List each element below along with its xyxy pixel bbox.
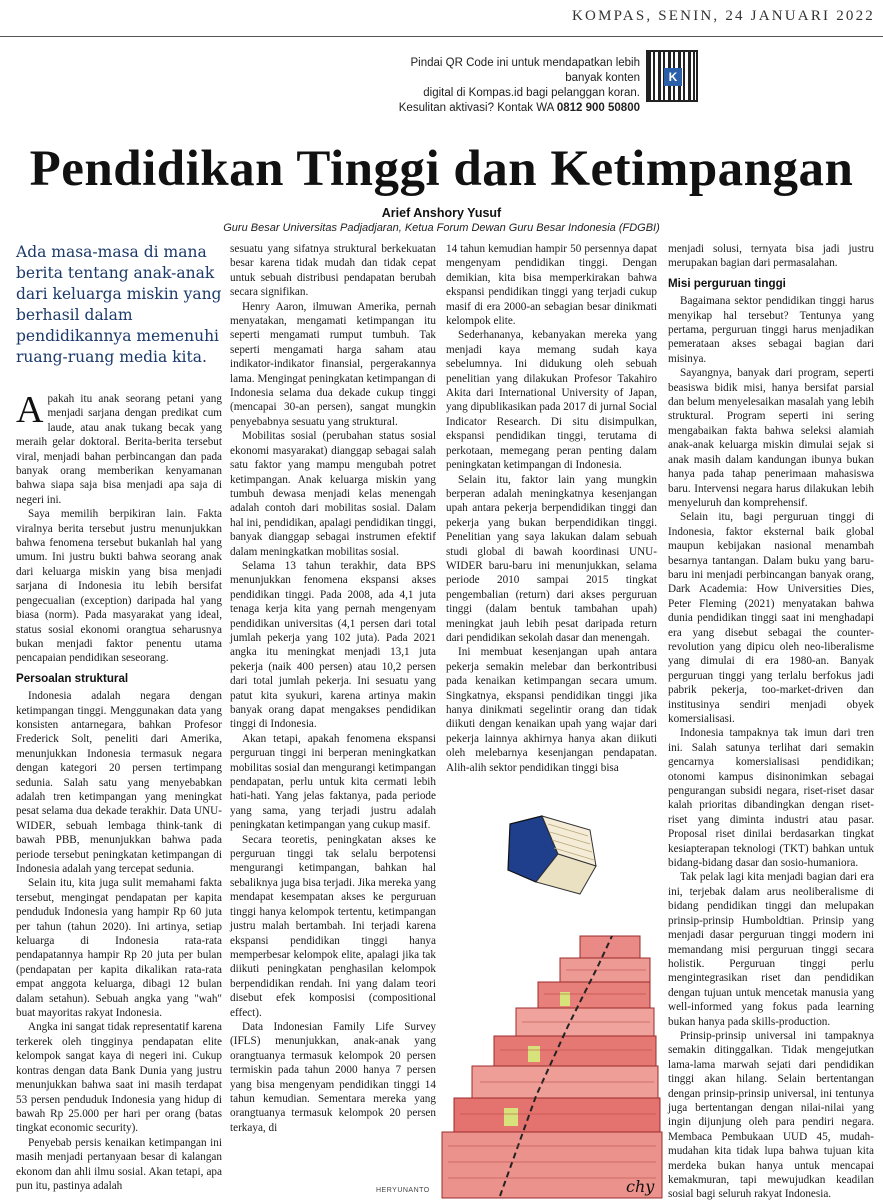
article-lead: Ada masa-masa di mana berita tentang anak-anak dari keluarga miskin yang berhasil dalam pendidikannya memenuhi ruang-ruang media kita. bbox=[16, 243, 222, 366]
article-headline: Pendidikan Tinggi dan Ketimpangan bbox=[29, 141, 854, 197]
masthead bbox=[0, 0, 883, 36]
paragraph: Saya memilih berpikiran lain. Fakta viralnya berita tersebut justru menunjukkan bahwa fenomena tersebut bukanlah hal yang umum. Ini justru bukti bahwa seorang anak dari keluarga miskin yang bisa menjadi sarjana di Indonesia itu lebih bersifat pengecualian (exception) daripada hal yang biasa (norm). Pada masyarakat yang ideal, status sosial ekonomi orangtua seharusnya bukan menjadi faktor penentu utama pencapaian pendidikan seseorang. bbox=[16, 508, 222, 665]
author-title: Guru Besar Universitas Padjadjaran, Ketua Forum Dewan Guru Besar Indonesia (FDGBI) bbox=[223, 222, 660, 234]
qr-line-3: Kesulitan aktivasi? Kontak WA 0812 900 50800 bbox=[398, 102, 640, 114]
paragraph: Prinsip-prinsip universal ini tampaknya semakin ditinggalkan. Tidak mengejutkan lama-lama marwah sejati dari pendidikan tinggi akan hilang. Selain bertentangan dengan prinsip-prinsip universal, ini tentunya juga bertentangan dengan nilai-nilai yang ingin dijunjung oleh para pendiri negara. Membaca Pembukaan UUD 45, mudah-mudahan kita tidak lupa bahwa tujuan kita merdeka bukan hanya untuk mencapai kemakmuran, tapi mewujudkan keadilan sosial bagi seluruh rakyat Indonesia. bbox=[668, 1029, 874, 1200]
paragraph: menjadi solusi, ternyata bisa jadi justru merupakan bagian dari permasalahan. bbox=[668, 243, 874, 270]
article-column-2 bbox=[230, 242, 436, 1135]
whatsapp-number: 0812 900 50800 bbox=[556, 102, 640, 114]
publication-dateline: KOMPAS, SENIN, 24 JANUARI 2022 bbox=[572, 8, 875, 24]
paragraph: Selain itu, bagi perguruan tinggi di Indonesia, faktor eksternal baik global maupun kebijakan nasional menambah besarnya tantangan. Dalam buku yang baru-baru ini menjadi perbincangan banyak orang, Dark Academia: How Universities Dies, Peter Fleming (2021) menyatakan bahwa dunia pendidikan tinggi saat ini menghadapi era yang disebut sebagai the counter-revolution yang dipicu oleh neo-liberalisme yang dimulai di era 1980-an. Banyak perguruan tinggi yang terlalu berfokus jadi pabrik pekerja, too-market-driven dan institusinya sendiri menjadi obyek komersialisasi. bbox=[668, 511, 874, 725]
paragraph: Selain itu, faktor lain yang mungkin berperan adalah meningkatnya kesenjangan upah antara pekerja berpendidikan tinggi dan pekerja yang bukan berpendidikan tinggi. Penelitian yang saya lakukan dalam sebuah studi global di bawah koordinasi UNU-WIDER baru-baru ini menunjukkan, selama periode 2010 sampai 2015 tingkat pengembalian (return) dari akses perguruan tinggi (dalam bentuk tambahan upah) meningkat jauh lebih pesat daripada return dari pendidikan sekolah dasar dan menengah. bbox=[446, 473, 657, 644]
book-icon bbox=[508, 816, 596, 894]
banknote-stack-icon bbox=[442, 936, 662, 1198]
paragraph: Mobilitas sosial (perubahan status sosial ekonomi masyarakat) dianggap sebagai salah satu faktor yang mampu mengubah potret ketimpangan. Anak keluarga miskin yang tumbuh dewasa menjadi kelas menengah adalah contoh dari mobilitas sosial. Dalam hal ini, pendidikan, apalagi pendidikan tinggi, banyak dianggap sebagai instrumen efektif dalam meningkatkan mobilitas sosial. bbox=[230, 430, 436, 558]
qr-line-1: Pindai QR Code ini untuk mendapatkan lebih banyak konten bbox=[410, 57, 640, 84]
paragraph: Angka ini sangat tidak representatif karena terkerek oleh tingginya pendapatan elite kelompok sangat kaya di negeri ini. Cukup kontras dengan data Bank Dunia yang justru menunjukkan bahwa saat ini masih terdapat 53 persen penduduk Indonesia yang hidup di bawah Rp 25.000 per hari per orang (batas tingkat economic security). bbox=[16, 1021, 222, 1135]
article-column-4 bbox=[668, 242, 874, 1200]
illustrator-signature: chy bbox=[626, 1177, 655, 1196]
author-name: Arief Anshory Yusuf bbox=[381, 206, 502, 220]
paragraph: Sederhananya, kebanyakan mereka yang menjadi kaya memang sudah kaya sebelumnya. Ini didukung oleh sebuah penelitian yang dilakukan Profesor Takahiro Akita dari International University of Japan, yang dipublikasikan pada 2017 di jurnal Social Indicator Research. Di situ disimpulkan, ekspansi pendidikan tinggi, terutama di perkotaan, memegang peran penting dalam peningkatan ketimpangan di Indonesia. bbox=[446, 329, 657, 472]
paragraph: Bagaimana sektor pendidikan tinggi harus menyikap hal tersebut? Tentunya yang pertama, perguruan tinggi harus menjadikan pemerataan akses sebagai bagian dari misinya. bbox=[668, 295, 874, 365]
paragraph: Penyebab persis kenaikan ketimpangan ini masih menjadi pertanyaan besar di kalangan ekonom dan ahli ilmu sosial. Akan tetapi, apa pun itu, pastinya adalah bbox=[16, 1136, 222, 1192]
paragraph: Sayangnya, banyak dari program, seperti beasiswa bidik misi, hanya bersifat parsial dan belum menyelesaikan masalah yang lebih struktural. Program seperti ini sering mengabaikan fakta bahwa seleksi alamiah anak-anak keluarga miskin dimulai sejak si anak masih dalam kandungan ibunya bukan hanya pada tahap penerimaan mahasiswa baru. Intervensi negara harus dilakukan lebih menyeluruh dan komprehensif. bbox=[668, 367, 874, 509]
qr-line-2: digital di Kompas.id bagi pelanggan koran. bbox=[423, 87, 640, 99]
paragraph: Indonesia adalah negara dengan ketimpangan tinggi. Menggunakan data yang konsisten antarnegara, bahkan Profesor Frederick Solt, peneliti dari Amerika, menunjukkan Indonesia termasuk negara dengan kategori 20 persen tertimpang sedunia. Salah satu yang menyebabkan adalah tren ketimpangan yang meningkat pesat selama dua dekade terakhir. Data UNU-WIDER, sebuah lembaga think-tank di bawah PBB, menunjukkan bahwa pada periode tersebut peningkatan ketimpangan di Indonesia adalah yang tercepat sedunia. bbox=[16, 690, 222, 875]
paragraph: Tak pelak lagi kita menjadi bagian dari era ini, terjebak dalam arus neoliberalisme di bidang pendidikan tinggi dan melupakan prinsip-prinsip Humboldtian. Prinsip yang menjadi dasar perguruan tinggi modern ini memandang misi perguruan tinggi secara holistik. Perguruan tinggi perlu mengintegrasikan riset dan pendidikan dengan tujuan untuk mencetak manusia yang well-informed yang fokus pada learning bukan hanya pada skills-production. bbox=[668, 871, 874, 1028]
qr-code[interactable] bbox=[646, 50, 698, 102]
paragraph: Henry Aaron, ilmuwan Amerika, pernah menyatakan, mengamati ketimpangan itu seperti mengamati rumput tumbuh. Tak seperti mengamati harga saham atau indikator-indikator finansial, pergerakannya lama. Mengingat peningkatan ketimpangan di Indonesia selama dua dekade cukup tinggi (mencapai 30-an persen), sangat mungkin penyebabnya sesuatu yang struktural. bbox=[230, 300, 436, 428]
paragraph: 14 tahun kemudian hampir 50 persennya dapat mengenyam pendidikan tinggi. Dengan demikian, kita bisa memperkirakan bahwa ekspansi pendidikan tinggi yang terjadi cukup masif di era 2000-an sebagian besar dinikmati kelompok elite. bbox=[446, 243, 657, 328]
paragraph: Akan tetapi, apakah fenomena ekspansi perguruan tinggi ini berperan meningkatkan mobilitas sosial dan mengurangi ketimpangan pendapatan, perlu untuk kita cermati lebih hati-hati. Yang jelas faktanya, pada periode yang sama, yang terjadi justru adalah peningkatan ketimpangan yang cukup masif. bbox=[230, 732, 436, 832]
money-stack-book-illustration bbox=[440, 796, 664, 1200]
paragraph: Secara teoretis, peningkatan akses ke perguruan tinggi tak selalu berpotensi mengurangi ketimpangan, bahkan hal sebaliknya juga bisa terjadi. Jika mereka yang mendapat kesempatan akses ke perguruan tinggi hanya kelompok tertentu, ketimpangan justru malah bertambah. Ini terjadi karena ekspansi pendidikan tinggi hanya memperbesar kelompok elite, apalagi jika tak diikuti peningkatan penghasilan kelompok berpendidikan rendah. Ini yang dalam teori disebut efek komposisi (compositional effect). bbox=[230, 833, 436, 1019]
paragraph: sesuatu yang sifatnya struktural berkekuatan besar karena tidak mudah dan tidak cepat untuk sebuah distribusi pendapatan berubah secara signifikan. bbox=[230, 243, 436, 299]
article-column-3 bbox=[446, 242, 657, 775]
section-heading: Misi perguruan tinggi bbox=[668, 276, 786, 290]
paragraph: Data Indonesian Family Life Survey (IFLS) menunjukkan, anak-anak yang orangtuanya termasuk kelompok 20 persen termiskin pada tahun 2000 hanya 7 persen yang bisa mengenyam pendidikan tinggi 14 tahun kemudian. Sementara mereka yang orangtuanya termasuk kelompok 20 persen terkaya, di bbox=[230, 1020, 436, 1134]
drop-cap: A bbox=[16, 389, 44, 431]
illustration-credit: HERYUNANTO bbox=[376, 1187, 430, 1194]
paragraph: Selama 13 tahun terakhir, data BPS menunjukkan fenomena ekspansi akses pendidikan tinggi. Pada 2008, ada 4,1 juta tenaga kerja kita yang pernah mengenyam pendidikan universitas (4,1 persen dari total jumlah pekerja yang 102 juta). Pada 2021 angka itu meningkat menjadi 13,1 juta pekerja (naik 400 persen) atau 10,2 persen dari total jumlah pekerja. Ini sesuatu yang patut kita syukuri, karena artinya makin banyak orang dapat mengakses pendidikan tinggi di Indonesia. bbox=[230, 559, 436, 731]
kompas-logo-icon: K bbox=[664, 68, 682, 86]
section-heading: Persoalan struktural bbox=[16, 671, 129, 685]
qr-instructions bbox=[372, 56, 640, 116]
paragraph: Indonesia tampaknya tak imun dari tren ini. Salah satunya terlihat dari semakin gencarnya komersialisasi pendidikan; otonomi kampus disinonimkan sebagai pengurangan subsidi negara, riset-riset dasar kalah prioritas dibandingkan dengan riset-riset yang diminta industri atau pasar. Proposal riset dinilai berdasarkan tingkat kesiapterapan teknologi (TKT) bahkan untuk bidang-bidang dasar dan sosio-humaniora. bbox=[668, 727, 874, 870]
masthead-rule bbox=[0, 36, 883, 37]
paragraph: Ini membuat kesenjangan upah antara pekerja semakin melebar dan berkontribusi pada kenaikan ketimpangan secara umum. Singkatnya, ekspansi pendidikan tinggi jika hanya dinikmati segelintir orang dan tidak diikuti dengan kenaikan upah yang wajar dari pekerja lainnya akhirnya hanya akan diikuti oleh melebarnya kesenjangan pendapatan. Alih-alih sektor pendidikan tinggi bisa bbox=[446, 646, 657, 774]
paragraph: Selain itu, kita juga sulit memahami fakta tersebut, mengingat pendapatan per kapita penduduk Indonesia yang hampir Rp 60 juta per tahun (tahun 2020). Ini artinya, setiap keluarga di Indonesia rata-rata pendapatannya hampir Rp 20 juta per bulan (pendapatan per kapita dikalikan rata-rata empat anggota keluarga, dibagi 12 bulan dalam setahun). Sebuah angka yang "wah" buat mayoritas rakyat Indonesia. bbox=[16, 877, 222, 1020]
article-column-1 bbox=[16, 389, 222, 1193]
paragraph: Apakah itu anak seorang petani yang menjadi sarjana dengan predikat cum laude, atau anak tukang becak yang meraih gelar doktoral. Berita-berita tersebut viral, menjadi bahan perbincangan dan pada banyak orang memberikan kenyamanan bahwa siapa saja bisa menjadi apa saja di negeri ini. bbox=[16, 389, 222, 506]
